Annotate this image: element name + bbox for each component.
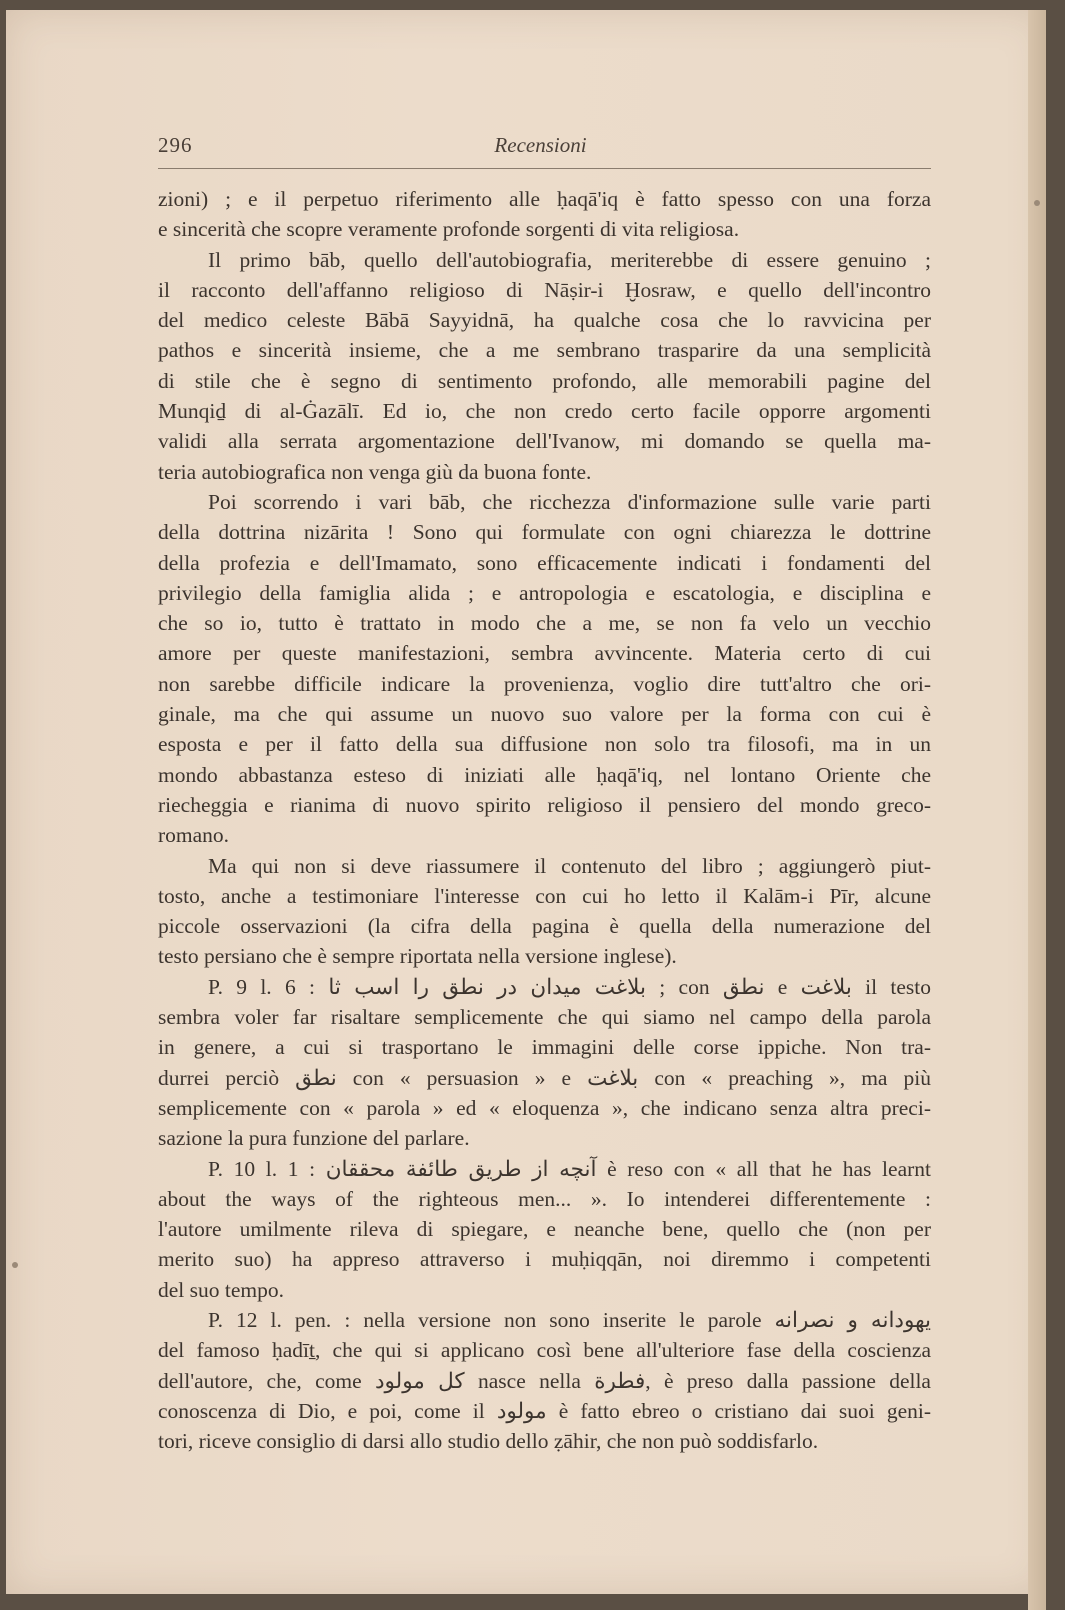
text-line: testo persiano che è sempre riportata nella versione inglese). [158,944,677,969]
text-line: semplicemente con « parola » ed « eloquenza », che indicano senza altra preci- [158,1095,931,1120]
page-spine-edge [1028,10,1046,1610]
text-line: merito suo) ha appreso attraverso i muḥiqqān, noi diremmo i competenti [158,1247,931,1272]
text-line: sembra voler far risaltare semplicemente che qui siamo nel campo della parola [158,1005,931,1030]
running-head: Recensioni [494,133,587,157]
text-line: tosto, anche a testimoniare l'interesse con cui ho letto il Kalām-i Pīr, alcune [158,883,931,908]
text-line: del suo tempo. [158,1277,284,1302]
text-line: tori, riceve consiglio di darsi allo studio dello ẓāhir, che non può soddisfarlo. [158,1429,819,1454]
text-line: il racconto dell'affanno religioso di Nāṣir-i Ḫosraw, e quello dell'incontro [158,277,931,302]
text-line: del medico celeste Bābā Sayyidnā, ha qualche cosa che lo ravvicina per [158,308,931,333]
page-number: 296 [158,133,193,157]
body-text [158,184,931,1456]
text-line: amore per queste manifestazioni, sembra avvincente. Materia certo di cui [158,641,931,666]
text-line: P. 10 l. 1 : آنچه از طريق طائفة محققان è reso con « all that he has learnt [208,1156,931,1181]
text-line: Poi scorrendo i vari bāb, che ricchezza d'informazione sulle varie parti [208,489,931,514]
text-line: ginale, ma che qui assume un nuovo suo valore per la forma con cui è [158,702,931,727]
text-line: P. 9 l. 6 : بلاغت ميدان در نطق را اسب ثا ; con نطق e بلاغت il testo [208,974,931,999]
text-line: dell'autore, che, come كل مولود nasce nella فطرة, è preso dalla passione della [158,1368,931,1393]
text-line: di stile che è segno di sentimento profondo, alle memorabili pagine del [158,368,931,393]
text-line: teria autobiografica non venga giù da buona fonte. [158,459,592,484]
text-line: P. 12 l. pen. : nella versione non sono inserite le parole يهودانه و نصرانه [208,1307,931,1332]
text-line: mondo abbastanza esteso di iniziati alle ḥaqā'iq, nel lontano Oriente che [158,762,931,787]
text-line: Il primo bāb, quello dell'autobiografia, meriterebbe di essere genuino ; [208,247,931,272]
text-line: privilegio della famiglia alida ; e antropologia e escatologia, e disciplina e [158,580,931,605]
text-line: l'autore umilmente rileva di spiegare, e neanche bene, quello che (non per [158,1217,931,1242]
text-line: e sincerità che scopre veramente profonde sorgenti di vita religiosa. [158,217,740,242]
page-header [158,133,923,163]
text-line: conoscenza di Dio, e poi, come il مولود è fatto ebreo o cristiano dai suoi geni- [158,1398,931,1423]
text-line: Munqiḏ di al-Ġazālī. Ed io, che non credo certo facile opporre argomenti [158,399,931,424]
text-line: esposta e per il fatto della sua diffusione non solo tra filosofi, ma in un [158,732,931,757]
text-line: piccole osservazioni (la cifra della pagina è quella della numerazione del [158,914,931,939]
page-speck [12,1262,18,1268]
header-rule [158,168,931,169]
text-line: sazione la pura funzione del parlare. [158,1126,470,1151]
text-line: del famoso ḥadīṯ, che qui si applicano così bene all'ulteriore fase della coscienza [158,1338,931,1363]
text-line: romano. [158,823,230,848]
text-line: durrei perciò نطق con « persuasion » e بلاغت con « preaching », ma più [158,1065,931,1090]
text-line: riecheggia e rianima di nuovo spirito religioso il pensiero del mondo greco- [158,792,931,817]
page-speck [1034,200,1040,206]
text-line: validi alla serrata argomentazione dell'Ivanow, mi domando se quella ma- [158,429,931,454]
text-line: che so io, tutto è trattato in modo che a me, se non fa velo un vecchio [158,611,931,636]
text-line: della profezia e dell'Imamato, sono efficacemente indicati i fondamenti del [158,550,931,575]
text-line: zioni) ; e il perpetuo riferimento alle ḥaqā'iq è fatto spesso con una forza [158,187,931,211]
text-line: in genere, a cui si trasportano le immagini delle corse ippiche. Non tra- [158,1035,931,1060]
text-line: non sarebbe difficile indicare la provenienza, voglio dire tutt'altro che ori- [158,671,931,696]
text-line: Ma qui non si deve riassumere il contenuto del libro ; aggiungerò piut- [208,853,931,878]
text-line: della dottrina nizārita ! Sono qui formulate con ogni chiarezza le dottrine [158,520,931,545]
text-line: about the ways of the righteous men... ». Io intenderei differentemente : [158,1186,931,1211]
text-line: pathos e sincerità insieme, che a me sembrano trasparire da una semplicità [158,338,931,363]
